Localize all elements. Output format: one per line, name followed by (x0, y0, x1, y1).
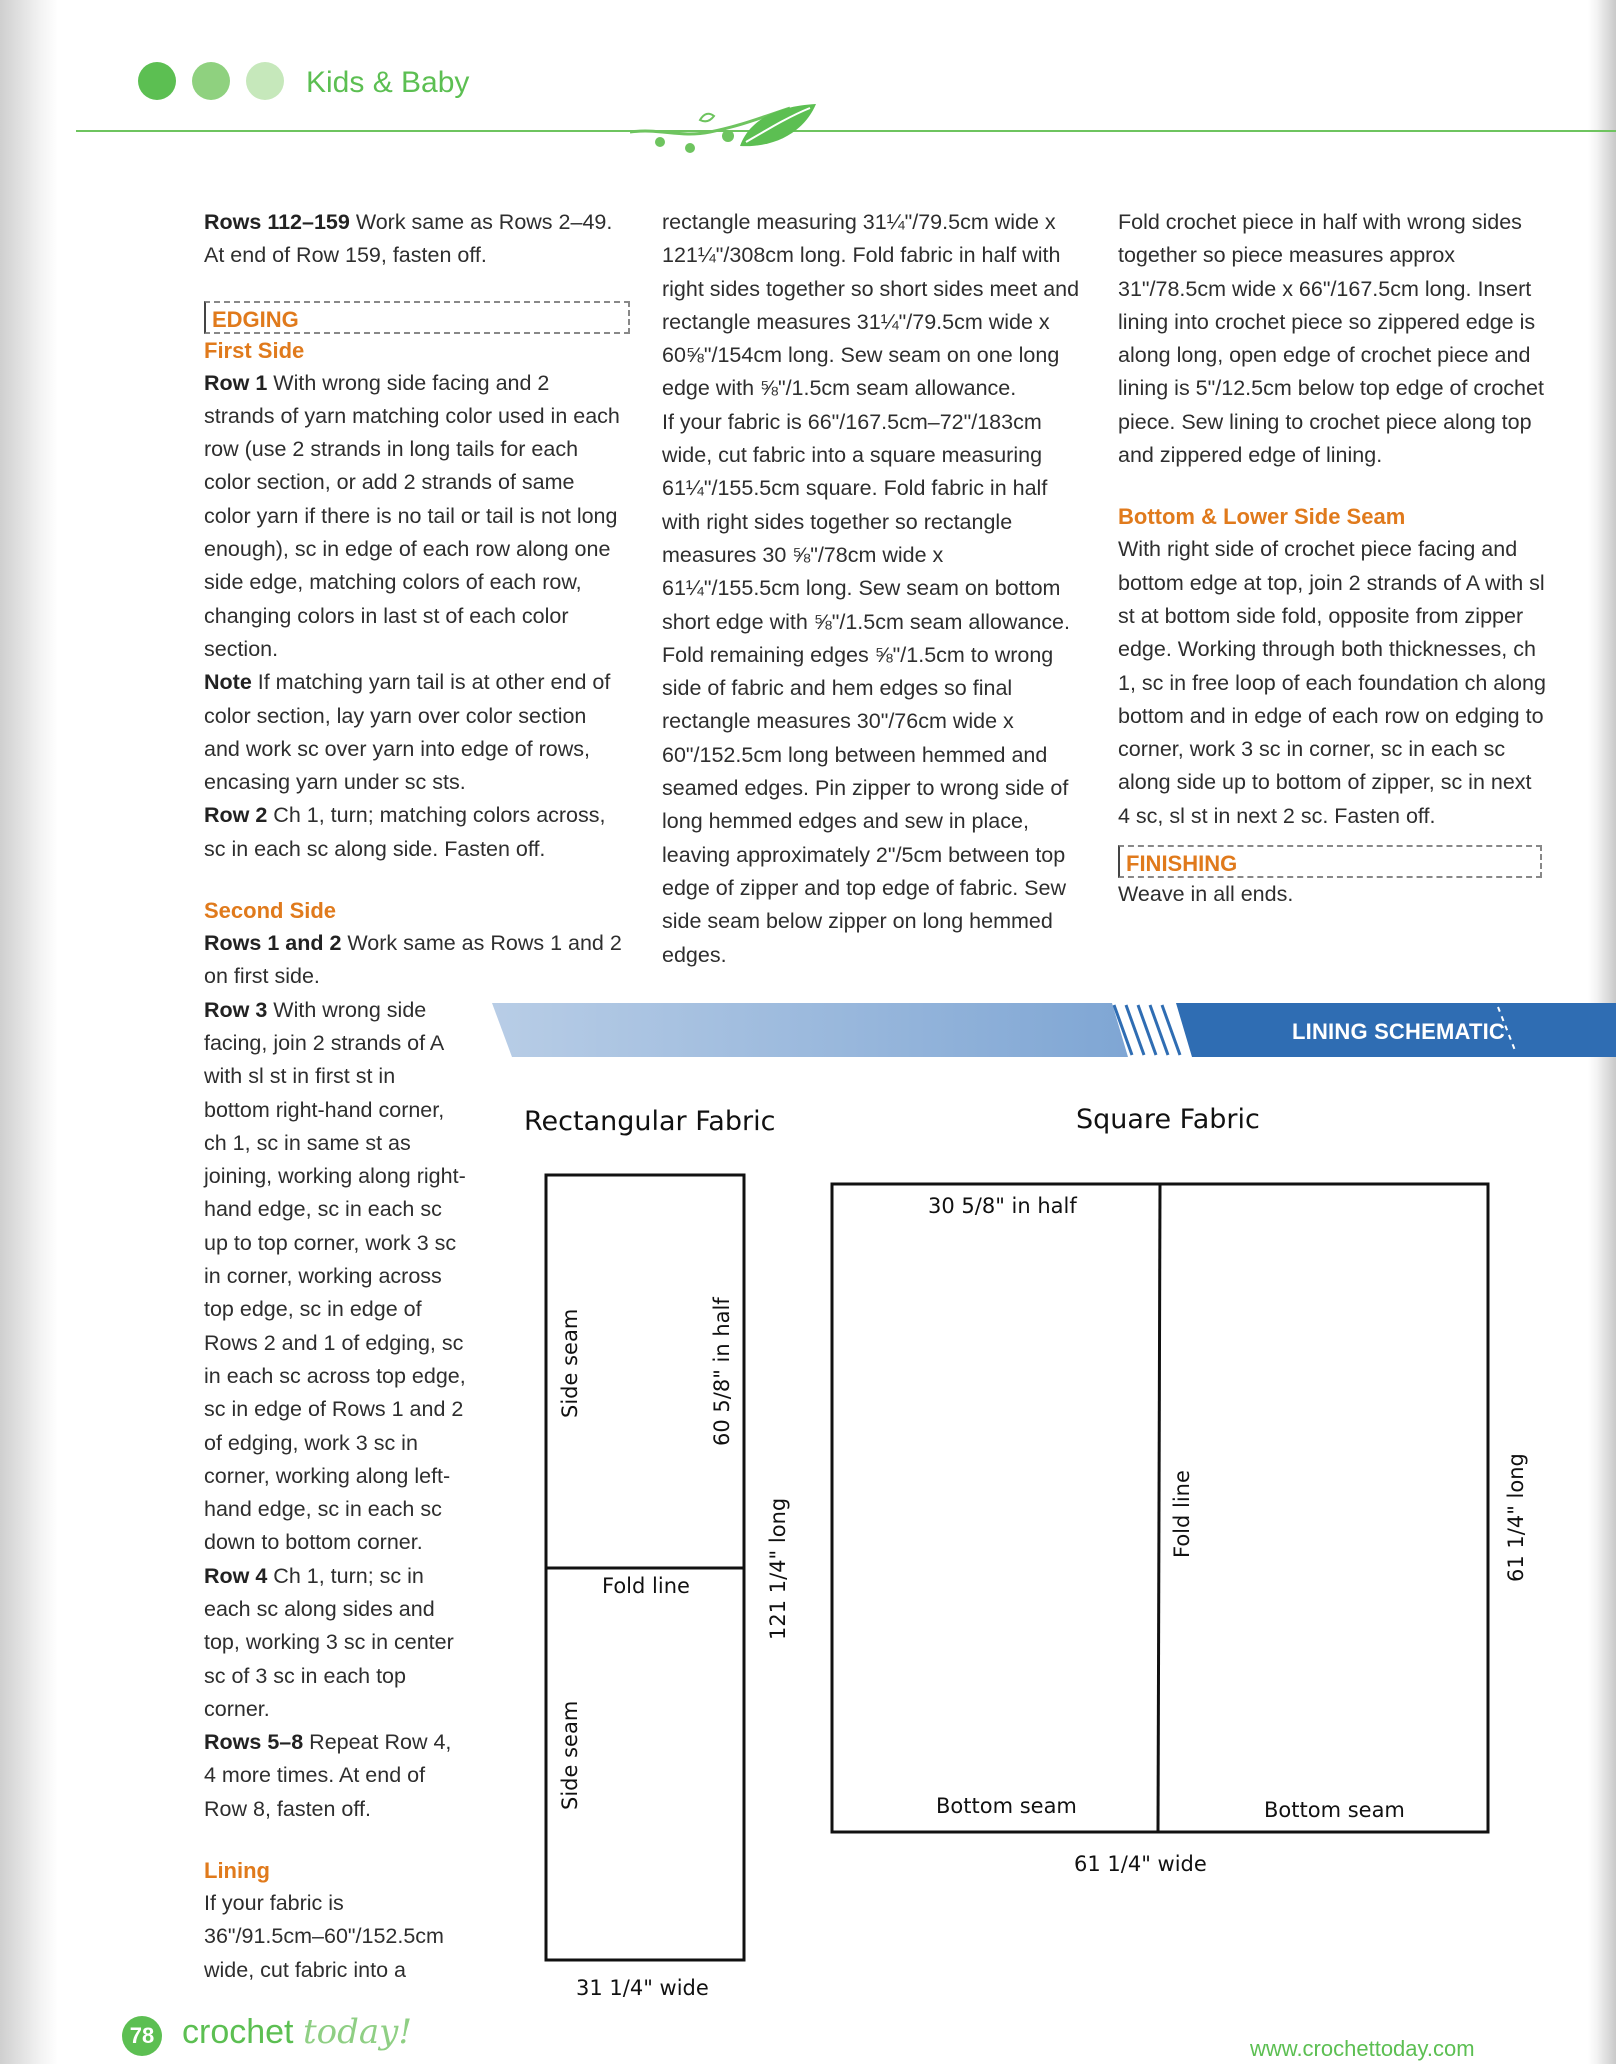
header-dot-mid (192, 62, 230, 100)
row-3: Row 3 With wrong side facing, join 2 strands of A with sl st in first st in bottom right-hand corner, ch 1, sc in same st as joining, working along right-hand edge, sc in each sc up to top corner, work 3 sc in corner, working across top edge, sc in edge of Rows 2 and 1 of edging, sc in each sc across top edge, sc in edge of Rows 1 and 2 of edging, work 3 sc in corner, working along left-hand edge, sc in each sc down to bottom corner. (204, 997, 466, 1555)
brand-logo: crochet today! (182, 2012, 412, 2052)
page-number: 78 (122, 2016, 162, 2056)
banner-label: LINING SCHEMATIC (1292, 1019, 1506, 1044)
lining-heading: Lining (204, 1858, 270, 1884)
vine-leaf-icon (620, 98, 820, 168)
square-fabric-title: Square Fabric (1076, 1104, 1260, 1135)
note: Note If matching yarn tail is at other end of color section, lay yarn over color section and work sc over yarn into edge of rows, encasing yarn under sc sts. (204, 670, 611, 795)
text-column-3 (1118, 206, 1548, 911)
rect-wide-label: 31 1/4" wide (576, 1976, 709, 2000)
square-fabric-outline (832, 1184, 1488, 1832)
bottom-seam-para: With right side of crochet piece facing and bottom edge at top, join 2 strands of A with sl st at bottom side fold, opposite from zipper edge. Working through both thicknesses, ch 1, sc in free loop of each foundation ch along bottom and in edge of each row on edging to corner, work 3 sc in corner, sc in each sc along side up to bottom of zipper, sc in next 4 sc, sl st in next 2 sc. Fasten off. (1118, 537, 1546, 828)
rect-half-label: 60 5/8" in half (710, 1297, 734, 1446)
square-bottom-seam-left: Bottom seam (936, 1794, 1077, 1818)
bottom-seam-heading: Bottom & Lower Side Seam (1118, 504, 1406, 530)
square-long-label: 61 1/4" long (1504, 1453, 1528, 1582)
second-side-heading: Second Side (204, 898, 337, 924)
square-fold-line (1158, 1184, 1160, 1832)
finishing-text: Weave in all ends. (1118, 882, 1294, 907)
square-bottom-seam-right: Bottom seam (1264, 1798, 1405, 1822)
page-gutter-shadow (0, 0, 58, 2064)
text-column-2 (662, 206, 1084, 972)
square-half-label: 30 5/8" in half (928, 1194, 1077, 1218)
square-wide-label: 61 1/4" wide (1074, 1852, 1207, 1876)
row-4: Row 4 Ch 1, turn; sc in each sc along sides and top, working 3 sc in center sc of 3 sc in each top corner. (204, 1563, 454, 1721)
finishing-heading: FINISHING (1118, 845, 1542, 878)
header-dot-dark (138, 62, 176, 100)
lining-text: If your fabric is 36"/91.5cm–60"/152.5cm wide, cut fabric into a (204, 1891, 444, 1982)
header-rule (76, 130, 1616, 132)
row-1: Row 1 With wrong side facing and 2 strands of yarn matching color used in each row (use 2 strands in long tails for each color section, or add 2 strands of same color yarn if there is no tail or tail is not long enough), sc in edge of each row along one side edge, matching colors of each row, changing colors in last st of each color section. (204, 370, 620, 661)
section-title: Kids & Baby (306, 66, 470, 99)
lining-para-2: If your fabric is 66"/167.5cm–72"/183cm wide, cut fabric into a square measuring 61¼"/155.5cm square. Fold fabric in half with right sides together so rectangle measures 30 ⅝"/78cm wide x 61¼"/155.5cm long. Sew seam on bottom short edge with ⅝"/1.5cm seam allowance. (662, 409, 1070, 634)
first-side-heading: First Side (204, 337, 305, 363)
footer-url: www.crochettoday.com (1250, 2036, 1475, 2061)
lining-para-3: Fold remaining edges ⅝"/1.5cm to wrong side of fabric and hem edges so final rectangle measures 30"/76cm wide x 60"/152.5cm long between hemmed and seamed edges. Pin zipper to wrong side of long hemmed edges and sew in place, leaving approximately 2"/5cm between top edge of zipper and top edge of fabric. Sew side seam below zipper on long hemmed edges. (662, 642, 1069, 967)
header-dot-light (246, 62, 284, 100)
rect-fold-label: Fold line (602, 1574, 690, 1598)
edging-heading: EDGING (204, 301, 630, 334)
rect-side-seam-top: Side seam (558, 1308, 582, 1418)
rows-1-and-2: Rows 1 and 2 Work same as Rows 1 and 2 on first side. (204, 931, 622, 989)
lining-para-1: rectangle measuring 31¼"/79.5cm wide x 121¼"/308cm long. Fold fabric in half with right sides together so short sides meet and rectangle measures 31¼"/79.5cm wide x 60⅝"/154cm long. Sew seam on one long edge with ⅝"/1.5cm seam allowance. (662, 210, 1080, 401)
square-fold-label: Fold line (1170, 1470, 1194, 1558)
finishing-para-1: Fold crochet piece in half with wrong sides together so piece measures approx 31"/78.5cm wide x 66"/167.5cm long. Insert lining into crochet piece so zippered edge is along long, open edge of crochet piece and lining is 5"/12.5cm below top edge of crochet piece. Sew lining to crochet piece along top and zippered edge of lining. (1118, 210, 1544, 468)
rect-side-seam-bottom: Side seam (558, 1700, 582, 1810)
rect-fabric-title: Rectangular Fabric (524, 1106, 776, 1137)
rect-long-label: 121 1/4" long (766, 1497, 790, 1640)
rows-112-159: Rows 112–159 Work same as Rows 2–49. At end of Row 159, fasten off. (204, 210, 613, 268)
row-2: Row 2 Ch 1, turn; matching colors across, sc in each sc along side. Fasten off. (204, 803, 606, 861)
rows-5-8: Rows 5–8 Repeat Row 4, 4 more times. At end of Row 8, fasten off. (204, 1730, 452, 1821)
